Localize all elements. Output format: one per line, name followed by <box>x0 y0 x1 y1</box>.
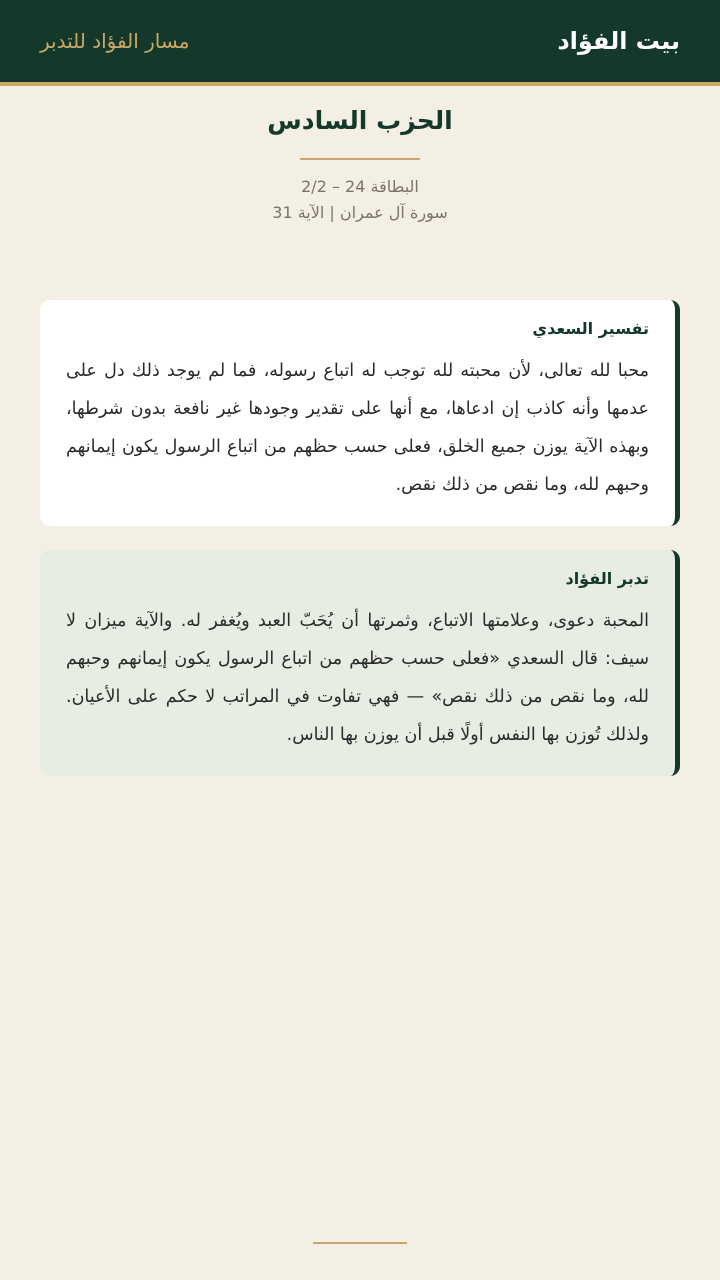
tadabbur-label: تدبر الفؤاد <box>565 569 649 588</box>
tadabbur-card <box>40 550 680 776</box>
tafsir-label: تفسير السعدي <box>532 319 649 338</box>
app-subtitle: مسار الفؤاد للتدبر <box>40 29 190 53</box>
verse-reference: سورة آل عمران | الآية 31 <box>272 203 448 222</box>
tadabbur-text: المحبة دعوى، وعلامتها الاتباع، وثمرتها أن يُحَبّ العبد ويُغفر له. والآية ميزان لا سيف: قال السعدي «فعلى حسب حظهم من اتباع الرسول يكون إيمانهم وحبهم لله، وما نقص من ذلك نقص» — فهي تفاوت في المراتب لا حكم على الأعيان. ولذلك تُوزن بها النفس أولًا قبل أن يوزن بها الناس. <box>66 611 649 745</box>
page-title: الحزب السادس <box>267 106 453 135</box>
title-divider <box>300 158 420 160</box>
title-block <box>0 86 720 226</box>
app-header <box>0 0 720 86</box>
tafsir-text: محبا لله تعالى، لأن محبته لله توجب له اتباع رسوله، فما لم يوجد ذلك دل على عدمها وأنه كاذب إن ادعاها، مع أنها على تقدير وجودها غير نافعة بدون شرطها، وبهذه الآية يوزن جميع الخلق، فعلى حسب حظهم من اتباع الرسول يكون إيمانهم وحبهم لله، وما نقص من ذلك نقص. <box>66 361 649 495</box>
footer-divider <box>313 1242 407 1244</box>
card-counter: البطاقة 24 – 2/2 <box>301 177 419 196</box>
tafsir-card <box>40 300 680 526</box>
app-brand[interactable]: بيت الفؤاد <box>557 27 680 55</box>
